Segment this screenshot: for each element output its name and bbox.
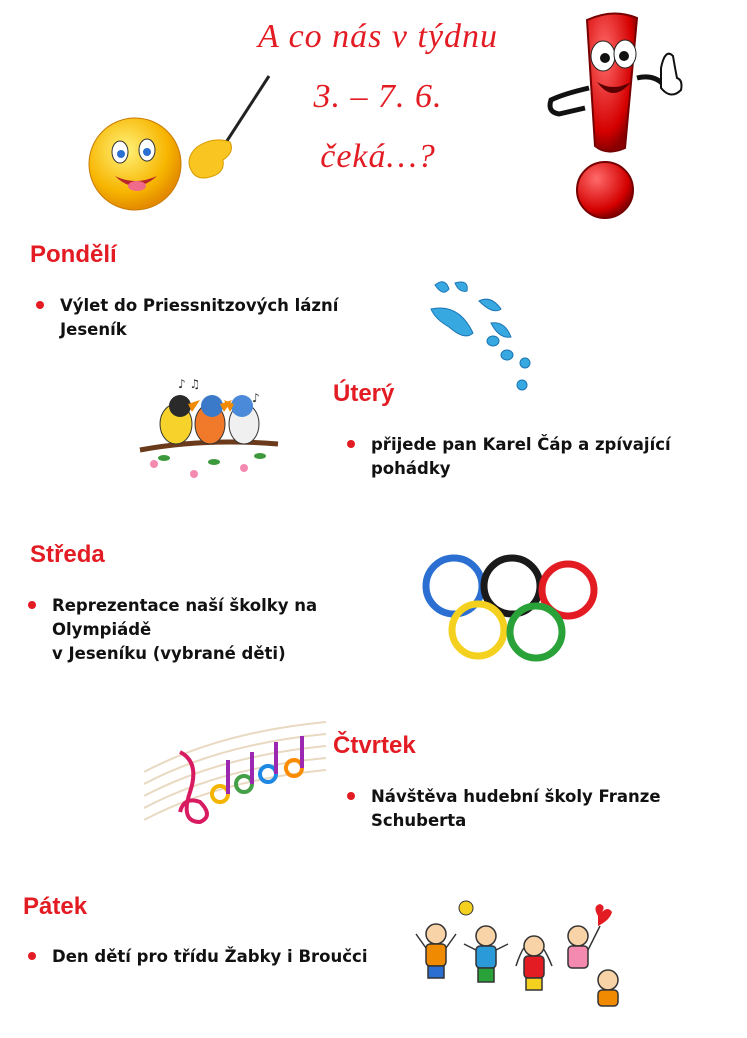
list-item: [371, 433, 741, 481]
title-line-2: 3. – 7. 6.: [313, 78, 443, 115]
svg-text:♪ ♫: ♪ ♫: [178, 378, 201, 391]
olympic-rings-image: [418, 548, 598, 668]
list-item: [52, 945, 382, 969]
tuesday-item-text: přijede pan Karel Čáp a zpívající pohádky: [371, 435, 671, 478]
thursday-item-text: Návštěva hudební školy Franze Schuberta: [371, 787, 661, 830]
friday-item-text: Den dětí pro třídu Žabky i Broučci: [52, 947, 368, 966]
wednesday-item-line-1: Reprezentace naší školky na Olympiádě: [52, 596, 318, 639]
bullet-icon: [28, 601, 36, 609]
day-heading-tuesday: Úterý: [333, 380, 395, 407]
playing-children-image: [412, 896, 624, 1012]
day-heading-wednesday: Středa: [30, 541, 105, 568]
list-item: [371, 785, 743, 833]
svg-text:♪: ♪: [252, 391, 260, 405]
bullet-icon: [36, 301, 44, 309]
bullet-icon: [347, 792, 355, 800]
music-staff-image: [140, 712, 332, 834]
exclamation-mark-image: [545, 8, 695, 220]
singing-birds-image: [134, 378, 284, 490]
water-drops-image: [425, 275, 545, 395]
title-line-1: A co nás v týdnu: [257, 18, 499, 55]
bullet-icon: [28, 952, 36, 960]
monday-item-text: Výlet do Priessnitzových lázní Jeseník: [60, 296, 339, 339]
day-heading-thursday: Čtvrtek: [333, 732, 416, 759]
list-item: [60, 294, 400, 342]
day-heading-monday: Pondělí: [30, 241, 117, 268]
smiley-conductor-image: [85, 72, 275, 217]
day-heading-friday: Pátek: [23, 893, 88, 920]
list-item: [52, 594, 407, 666]
wednesday-item-line-2: v Jeseníku (vybrané děti): [52, 644, 286, 663]
bullet-icon: [347, 440, 355, 448]
title-line-3: čeká…?: [320, 138, 436, 175]
